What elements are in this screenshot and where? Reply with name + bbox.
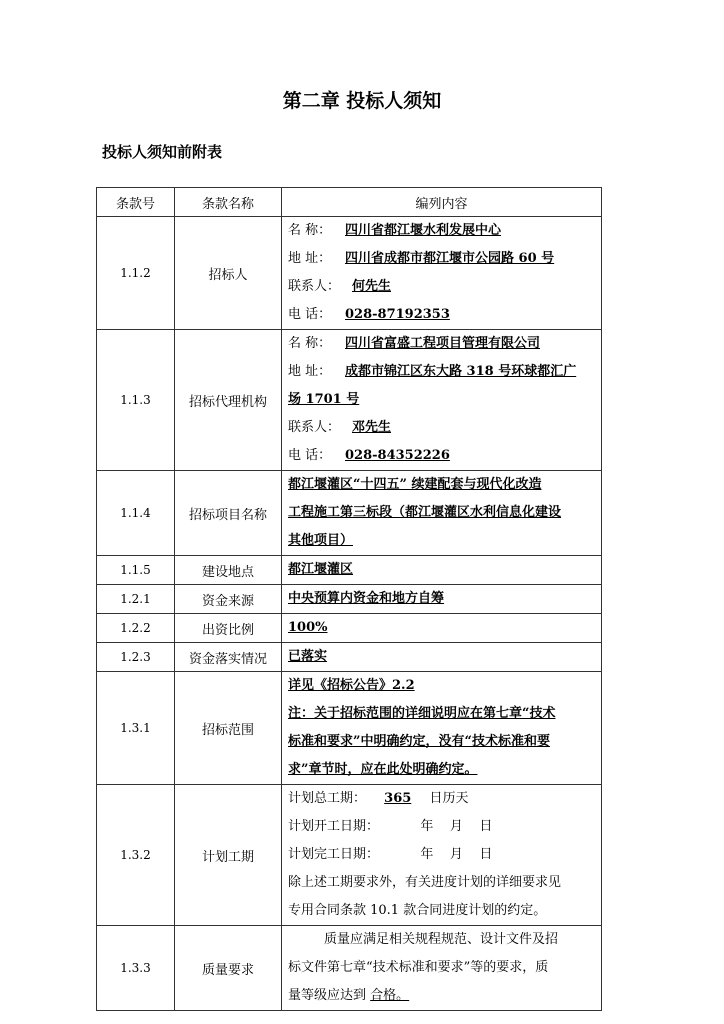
- table-row: [97, 217, 602, 330]
- clause-content: [282, 330, 602, 471]
- clause-name: 出资比例: [175, 614, 282, 643]
- content-line: 求”章节时，应在此处明确约定。: [288, 762, 478, 777]
- clause-content: [282, 585, 602, 614]
- field-value: 四川省成都市都江堰市公园路 60 号: [345, 251, 555, 266]
- clause-number: 1.3.2: [97, 785, 175, 926]
- table-header-row: [97, 188, 602, 217]
- table-row: [97, 556, 602, 585]
- header-content: 编列内容: [282, 188, 602, 217]
- clause-number: 1.2.1: [97, 585, 175, 614]
- content-line: 工程施工第三标段（都江堰灌区水利信息化建设: [288, 505, 562, 520]
- content-line: 计划开工日期： 年 月 日: [288, 819, 493, 834]
- clause-name: 招标项目名称: [175, 471, 282, 556]
- field-unit: 日历天: [429, 791, 469, 806]
- quality-grade-value: 合格。: [370, 988, 410, 1003]
- header-clause-name: 条款名称: [175, 188, 282, 217]
- field-label: 电 话：: [288, 448, 332, 463]
- content-line: 标文件第七章“技术标准和要求”等的要求，质: [288, 960, 549, 975]
- clause-name: 招标范围: [175, 672, 282, 785]
- field-label: 联系人：: [288, 420, 341, 435]
- clause-content: [282, 672, 602, 785]
- content-line: 质量应满足相关规程规范、设计文件及招: [324, 932, 559, 947]
- field-value: 成都市锦江区东大路 318 号环球都汇广: [345, 364, 577, 379]
- content-line: 都江堰灌区: [288, 562, 354, 577]
- content-line: 专用合同条款 10.1 款合同进度计划的约定。: [288, 903, 547, 918]
- field-value: 四川省都江堰水利发展中心: [345, 223, 502, 238]
- header-clause-no: 条款号: [97, 188, 175, 217]
- field-value: 028-87192353: [345, 307, 450, 322]
- content-line: 其他项目）: [288, 533, 354, 548]
- clause-content: [282, 643, 602, 672]
- clause-content: [282, 926, 602, 1011]
- clause-number: 1.3.3: [97, 926, 175, 1011]
- content-line: 中央预算内资金和地方自筹: [288, 591, 445, 606]
- page-title: 第二章 投标人须知: [282, 90, 442, 112]
- clause-name: 资金来源: [175, 585, 282, 614]
- field-label: 地 址：: [288, 251, 332, 266]
- table-row: [97, 585, 602, 614]
- clause-number: 1.3.1: [97, 672, 175, 785]
- content-line: 100%: [288, 620, 328, 635]
- clause-content: [282, 614, 602, 643]
- field-label: 名 称：: [288, 223, 332, 238]
- clause-number: 1.1.2: [97, 217, 175, 330]
- clause-name: 计划工期: [175, 785, 282, 926]
- content-line: 已落实: [288, 649, 328, 664]
- field-label: 名 称：: [288, 336, 332, 351]
- content-line: 注：关于招标范围的详细说明应在第七章“技术: [288, 706, 556, 721]
- clause-content: [282, 785, 602, 926]
- field-label: 计划总工期：: [288, 791, 367, 806]
- clause-name: 资金落实情况: [175, 643, 282, 672]
- bidder-instructions-table: [96, 187, 602, 1011]
- field-value: 四川省富盛工程项目管理有限公司: [345, 336, 541, 351]
- clause-content: [282, 471, 602, 556]
- clause-content: [282, 217, 602, 330]
- content-line: 都江堰灌区“十四五” 续建配套与现代化改造: [288, 477, 542, 492]
- total-duration-value: 365: [384, 791, 412, 806]
- table-row: [97, 614, 602, 643]
- clause-number: 1.1.3: [97, 330, 175, 471]
- field-value: 邓先生: [352, 420, 392, 435]
- field-label: 地 址：: [288, 364, 332, 379]
- table-row: [97, 926, 602, 1011]
- table-row: [97, 672, 602, 785]
- table-row: [97, 330, 602, 471]
- clause-content: [282, 556, 602, 585]
- clause-number: 1.2.2: [97, 614, 175, 643]
- clause-name: 质量要求: [175, 926, 282, 1011]
- clause-number: 1.1.4: [97, 471, 175, 556]
- content-line: 计划完工日期： 年 月 日: [288, 847, 493, 862]
- field-label: 电 话：: [288, 307, 332, 322]
- content-text: 量等级应达到: [288, 988, 367, 1003]
- clause-number: 1.1.5: [97, 556, 175, 585]
- field-label: 联系人：: [288, 279, 341, 294]
- table-row: [97, 785, 602, 926]
- content-line: 除上述工期要求外，有关进度计划的详细要求见: [288, 875, 562, 890]
- table-row: [97, 471, 602, 556]
- field-value: 028-84352226: [345, 448, 450, 463]
- field-value: 何先生: [352, 279, 392, 294]
- content-line: 详见《招标公告》2.2: [288, 678, 415, 693]
- clause-number: 1.2.3: [97, 643, 175, 672]
- clause-name: 招标人: [175, 217, 282, 330]
- content-line: 标准和要求”中明确约定，没有“技术标准和要: [288, 734, 550, 749]
- section-subtitle: 投标人须知前附表: [102, 143, 223, 161]
- clause-name: 建设地点: [175, 556, 282, 585]
- clause-name: 招标代理机构: [175, 330, 282, 471]
- field-value-continued: 场 1701 号: [288, 392, 360, 407]
- table-row: [97, 643, 602, 672]
